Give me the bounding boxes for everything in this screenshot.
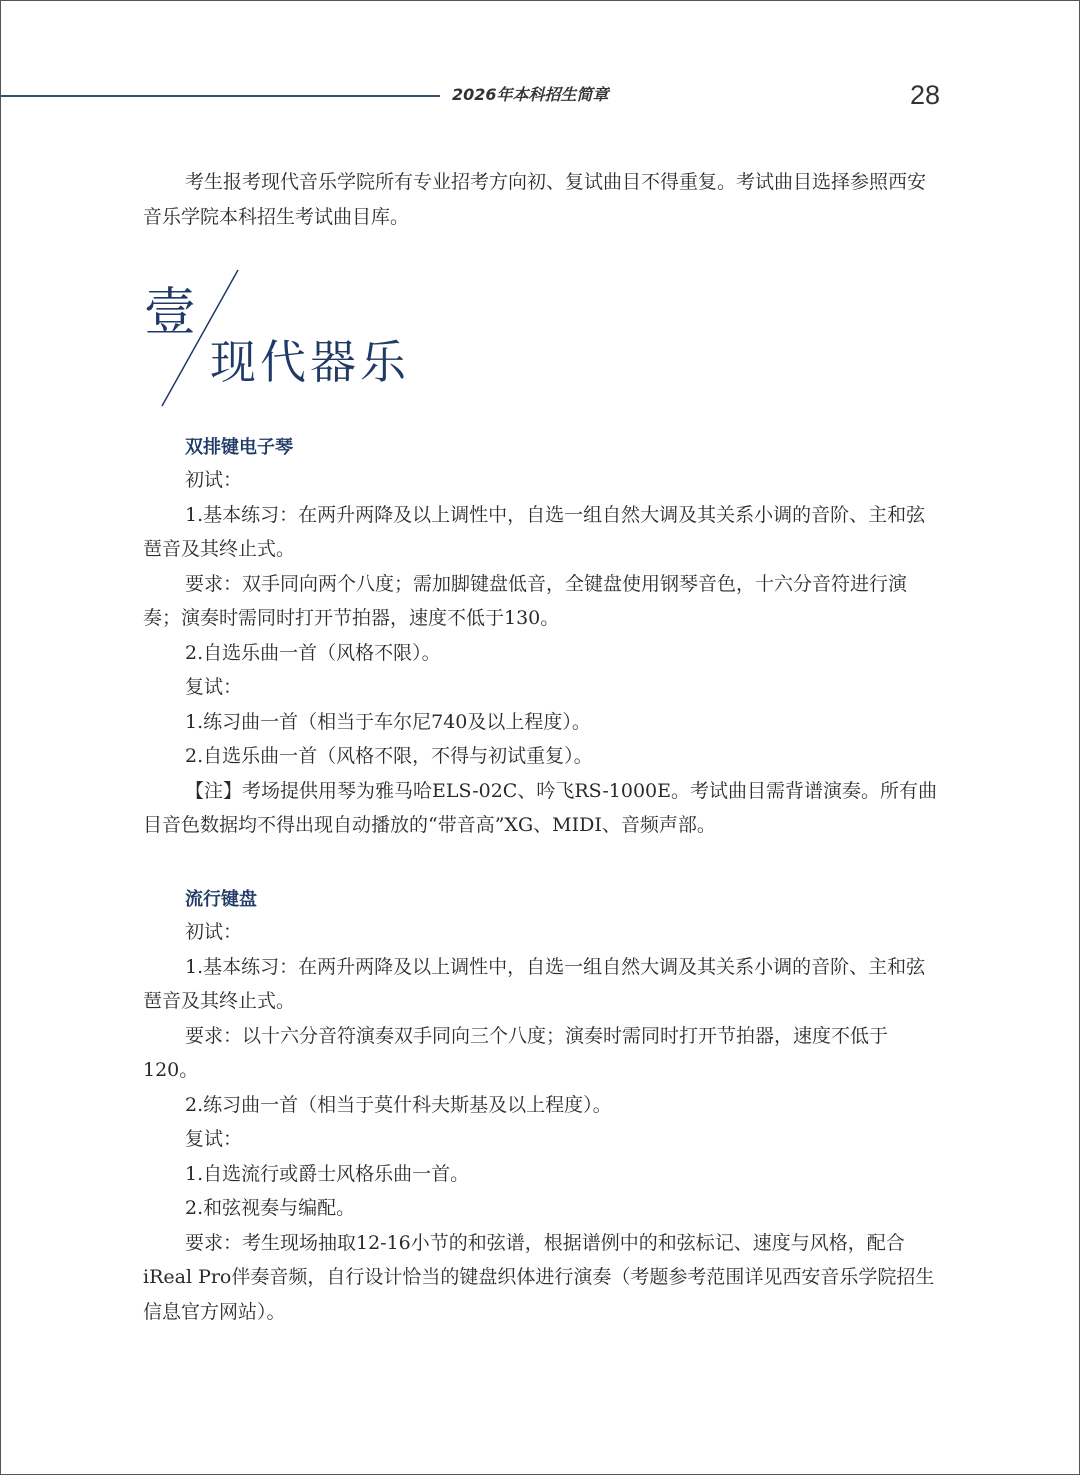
paragraph: 2.和弦视奏与编配。 bbox=[185, 1197, 356, 1219]
paragraph: 1.基本练习：在两升两降及以上调性中，自选一组自然大调及其关系小调的音阶、主和弦琶音及其终止式。 bbox=[143, 503, 926, 560]
paragraph: 【注】考场提供用琴为雅马哈ELS-02C、吟飞RS-1000E。考试曲目需背谱演奏。所有曲目音色数据均不得出现自动播放的“带音高”XG、MIDI、音频声部。 bbox=[143, 779, 937, 836]
section-title-pop-keyboard: 流行键盘 bbox=[185, 889, 257, 910]
page-number: 28 bbox=[910, 80, 941, 110]
paragraph: 复试： bbox=[185, 676, 243, 698]
header-rule bbox=[0, 95, 440, 97]
paragraph: 1.自选流行或爵士风格乐曲一首。 bbox=[185, 1162, 470, 1185]
chapter-number: 壹 bbox=[144, 283, 199, 343]
paragraph: 复试： bbox=[185, 1128, 243, 1150]
paragraph: 要求：考生现场抽取12-16小节的和弦谱，根据谱例中的和弦标记、速度与风格，配合iReal Pro伴奏音频，自行设计恰当的键盘织体进行演奏（考题参考范围详见西安音乐学院招生信息官方网站）。 bbox=[143, 1231, 935, 1323]
paragraph: 初试： bbox=[185, 921, 243, 943]
section-title-dual-keyboard: 双排键电子琴 bbox=[185, 437, 293, 458]
paragraph: 2.练习曲一首（相当于莫什科夫斯基及以上程度）。 bbox=[185, 1093, 612, 1116]
chapter-heading bbox=[140, 262, 460, 412]
paragraph: 要求：双手同向两个八度；需加脚键盘低音，全键盘使用钢琴音色，十六分音符进行演奏；演奏时需同时打开节拍器，速度不低于130。 bbox=[143, 572, 908, 629]
paragraph: 初试： bbox=[185, 469, 243, 491]
intro-paragraph: 考生报考现代音乐学院所有专业招考方向初、复试曲目不得重复。考试曲目选择参照西安音乐学院本科招生考试曲目库。 bbox=[143, 171, 927, 228]
paragraph: 1.基本练习：在两升两降及以上调性中，自选一组自然大调及其关系小调的音阶、主和弦琶音及其终止式。 bbox=[143, 955, 926, 1012]
intro-text bbox=[143, 165, 939, 234]
section-body-pop-keyboard bbox=[143, 915, 939, 1329]
paragraph: 要求：以十六分音符演奏双手同向三个八度；演奏时需同时打开节拍器，速度不低于120。 bbox=[143, 1024, 889, 1081]
header-title: 2026年本科招生简章 bbox=[452, 85, 609, 104]
paragraph: 2.自选乐曲一首（风格不限，不得与初试重复）。 bbox=[185, 745, 593, 767]
paragraph: 1.练习曲一首（相当于车尔尼740及以上程度）。 bbox=[185, 710, 591, 733]
chapter-title: 现代器乐 bbox=[210, 335, 410, 389]
section-body-dual-keyboard bbox=[143, 463, 939, 843]
paragraph: 2.自选乐曲一首（风格不限）。 bbox=[185, 641, 441, 664]
